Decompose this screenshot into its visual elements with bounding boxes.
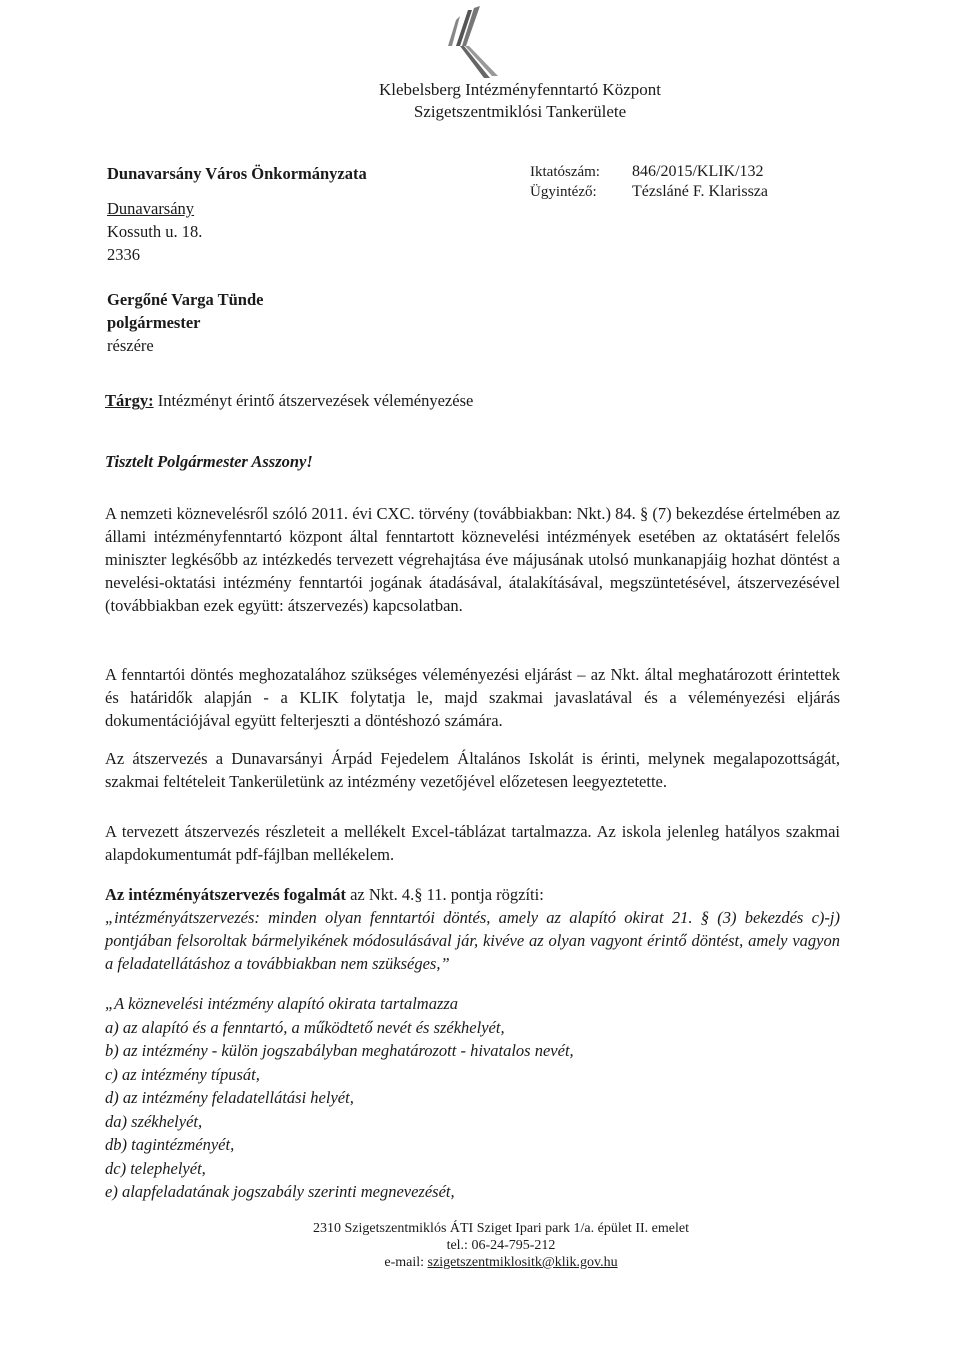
footer-email-label: e-mail: [384, 1255, 428, 1270]
footer-email-line [42, 1254, 960, 1271]
recipient-person: Gergőné Varga Tünde [107, 290, 264, 309]
list-item: dc) telephelyét, [105, 1158, 206, 1178]
klik-logo-icon [438, 6, 502, 80]
clerk-label: Ügyintéző: [530, 184, 597, 200]
paragraph-2: A fenntartói döntés meghozatalához szükséges véleményezési eljárást – az Nkt. által meghatározott érintettek és határidők alapján - a KLIK folytatja le, majd szakmai javaslatával és a véleményezési eljárás dokumentációjával együtt felterjeszti a döntéshozó számára. [105, 665, 840, 730]
list-item: a) az alapító és a fenntartó, a működtető nevét és székhelyét, [105, 1017, 505, 1037]
recipient-city: Dunavarsány [107, 199, 195, 218]
recipient-address [107, 162, 437, 357]
reference-block [530, 162, 768, 202]
paragraph-4: A tervezett átszervezés részleteit a mellékelt Excel-táblázat tartalmazza. Az iskola jelenleg hatályos szakmai alapdokumentumát pdf-fájlban mellékelem. [105, 822, 840, 864]
org-name: Klebelsberg Intézményfenntartó Központ [379, 80, 661, 99]
paragraph-3: Az átszervezés a Dunavarsányi Árpád Fejedelem Általános Iskolát is érinti, melynek megalapozottságát, szakmai feltételeit Tankerületünk az intézmény vezetőjével előzetesen leegyeztetette. [105, 749, 840, 791]
recipient-zip: 2336 [107, 245, 140, 264]
paragraph-1: A nemzeti köznevelésről szóló 2011. évi CXC. törvény (továbbiakban: Nkt.) 84. § (7) bekezdése értelmében az állami intézményfenntartó központ által fenntartott köznevelési intézmények esetében az oktatásért felelős miniszter legkésőbb az intézkedés tervezett végrehajtása éve májusának utolsó munkanapjáig hozhat döntést a nevelési-oktatási intézmény fenntartói jogának átadásával, átalakításával, megszüntetésével, átszervezésével (továbbiakban ezek együtt: átszervezés) kapcsolatban. [105, 504, 840, 615]
greeting: Tisztelt Polgármester Asszony! [105, 452, 313, 471]
list-item: c) az intézmény típusát, [105, 1064, 260, 1084]
list-item: da) székhelyét, [105, 1111, 203, 1131]
footer [0, 1220, 960, 1271]
list-item: db) tagintézményét, [105, 1135, 235, 1154]
definition-quote: „intézményátszervezés: minden olyan fenntartói döntés, amely az alapító okirat 21. § (3) bekezdés c)-j) pontjában felsoroltak bármelyikének módosulásával jár, kivéve az olyan vagyont érintő döntést, amely vagyon a feladatellátáshoz a továbbiakban nem szükséges,” [105, 908, 840, 973]
filing-number-value: 846/2015/KLIK/132 [632, 163, 764, 180]
paragraph-5 [105, 883, 840, 975]
clerk-value: Tézsláné F. Klarissza [632, 183, 768, 200]
recipient-name: Dunavarsány Város Önkormányzata [107, 164, 367, 183]
recipient-role: polgármester [107, 313, 201, 332]
list-item: d) az intézmény feladatellátási helyét, [105, 1088, 354, 1107]
list-item: „A köznevelési intézmény alapító okirata tartalmazza [105, 994, 459, 1013]
org-unit: Szigetszentmiklósi Tankerülete [413, 102, 627, 121]
definition-heading: Az intézményátszervezés fogalmát [105, 885, 346, 904]
definition-source: az Nkt. 4.§ 11. pontja rögzíti: [345, 885, 544, 904]
subject-text: Intézményt érintő átszervezések véleményezése [157, 391, 474, 410]
recipient-for: részére [107, 336, 154, 355]
footer-email-link[interactable]: szigetszentmiklositk@klik.gov.hu [427, 1255, 618, 1270]
deed-content-list [105, 992, 840, 1204]
recipient-street: Kossuth u. 18. [107, 222, 203, 241]
list-item: e) alapfeladatának jogszabály szerinti megnevezését, [105, 1182, 455, 1201]
footer-phone: tel.: 06-24-795-212 [446, 1238, 556, 1253]
subject-label: Tárgy: [105, 391, 154, 410]
list-item: b) az intézmény - külön jogszabályban meghatározott - hivatalos nevét, [105, 1041, 574, 1060]
subject-line [105, 389, 840, 412]
footer-address: 2310 Szigetszentmiklós ÁTI Sziget Ipari park 1/a. épület II. emelet [313, 1221, 689, 1236]
filing-number-label: Iktatószám: [530, 164, 600, 180]
